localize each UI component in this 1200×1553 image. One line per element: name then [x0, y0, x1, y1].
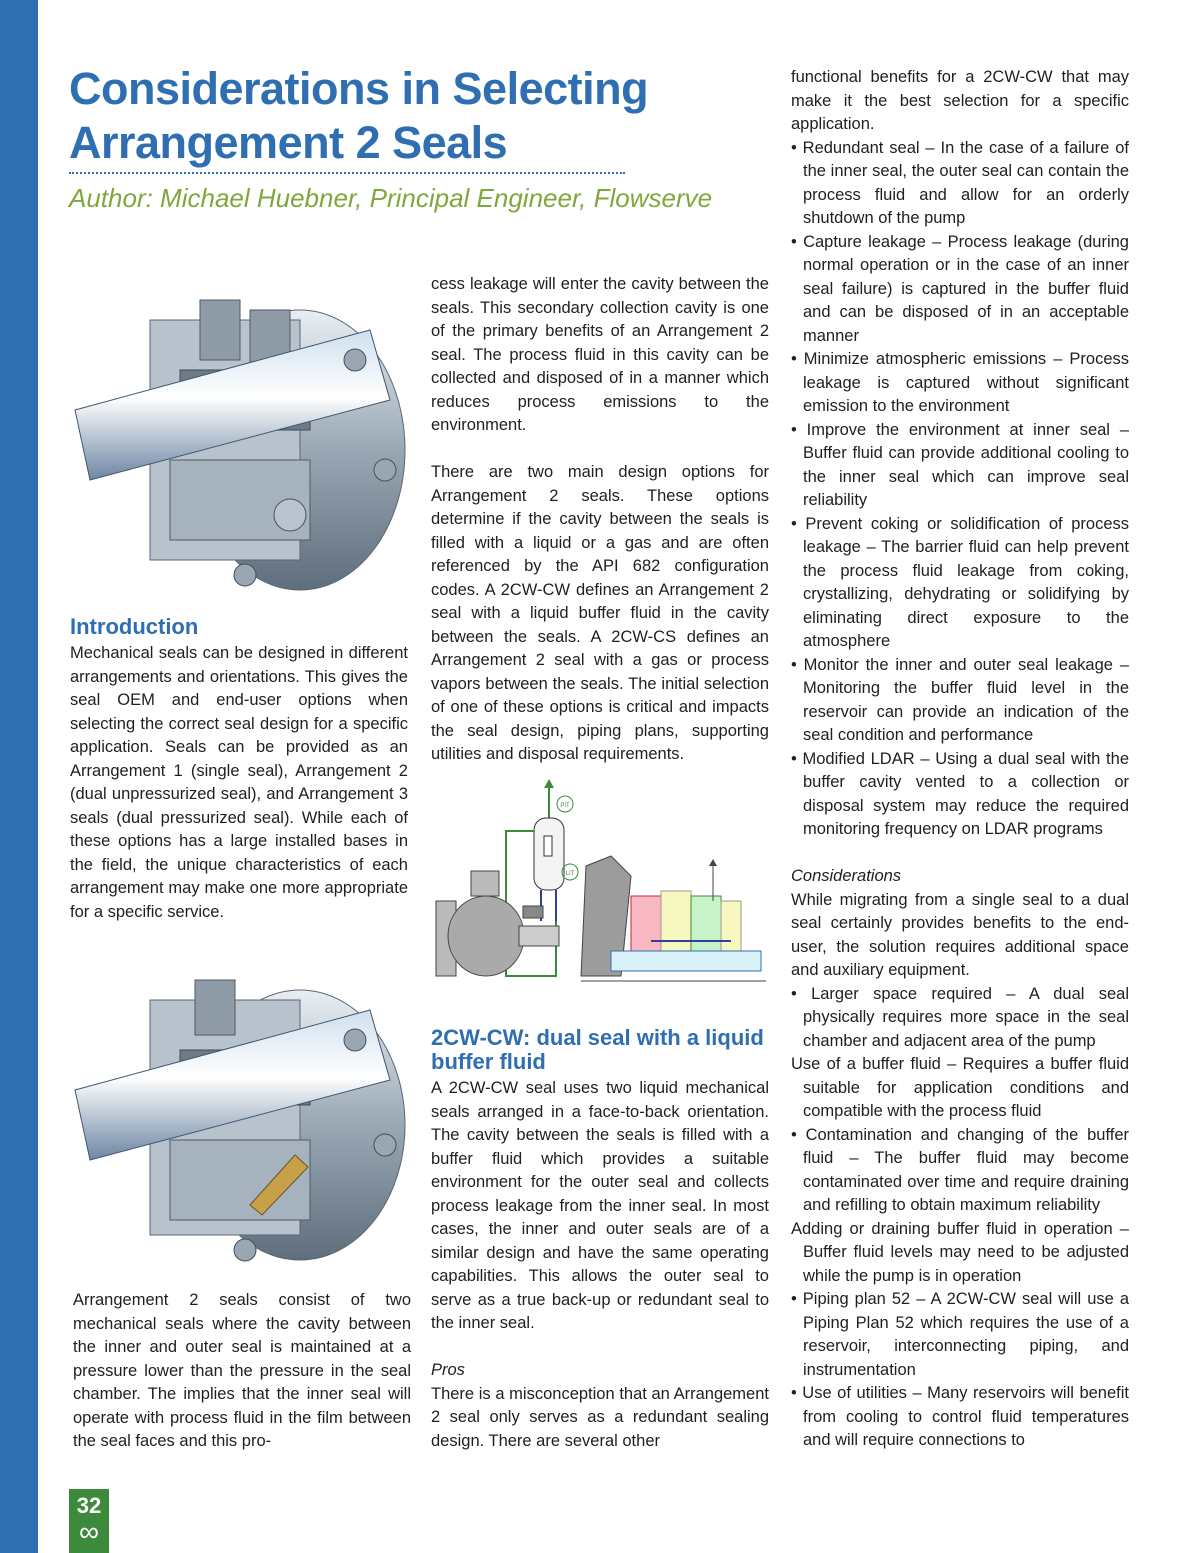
cons-bullet: • Piping plan 52 – A 2CW-CW seal will use a Piping Plan 52 which requires the use of a reservoir, interconnecting piping, and instrumentation — [791, 1290, 1129, 1379]
pros-bullet: • Prevent coking or solidification of process leakage – The barrier fluid can help prevent the process fluid leakage from coking, crystallizing, dehydrating or solidifying by eliminating direct exposure to the atmosphere — [791, 514, 1129, 650]
side-color-bar — [0, 0, 38, 1553]
cons-bullet: Adding or draining buffer fluid in operation – Buffer fluid levels may need to be adjusted while the pump is in operation — [791, 1219, 1129, 1285]
misconception-text: There is a misconception that an Arrangement 2 seal only serves as a redundant sealing design. There are several other — [431, 1384, 769, 1450]
pros-bullet: • Modified LDAR – Using a dual seal with the buffer cavity vented to a collection or disposal system may reduce the required monitoring frequency on LDAR programs — [791, 749, 1129, 838]
intro-text: Mechanical seals can be designed in different arrangements and orientations. This gives the seal OEM and end-user options when selecting the correct seal design for a specific application. Seals can be provided as an Arrangement 1 (single seal), Arrangement 2 (dual unpressurized seal), and Arrangement 3 seals (dual pressurized seal). While each of these options has a large installed bases in the field, the unique characteristics of each arrangement may make one more appropriate for a specific service. — [70, 644, 408, 921]
cons-bullet: • Use of utilities – Many reservoirs will benefit from cooling to control fluid temperatures and will require connections to — [791, 1384, 1129, 1449]
page-number: 32 — [76, 1493, 102, 1518]
piping-plan-52-diagram — [431, 776, 771, 1004]
lit-label: LIT — [565, 871, 575, 877]
pros-bullet: • Capture leakage – Process leakage (during normal operation or in the case of an inner seal failure) is captured in the buffer fluid and can be disposed of in an acceptable manner — [791, 232, 1129, 345]
pros-label: Pros — [431, 1361, 465, 1379]
seal-cutaway-figure-2 — [70, 975, 410, 1275]
arrangement-2-text: Arrangement 2 seals consist of two mechanical seals where the cavity between the inner and outer seal is maintained at a pressure lower than the pressure in the seal chamber. The implies that the inner seal will operate with process fluid in the film between the seal faces and this pro- — [73, 1291, 411, 1450]
article-title: Considerations in Selecting Arrangement 2 Seals — [69, 63, 649, 168]
pit-label: PIT — [560, 803, 570, 809]
introduction-paragraph — [70, 642, 408, 924]
considerations-label: Considerations — [791, 867, 902, 885]
pros-bullet: • Redundant seal – In the case of a failure of the inner seal, the outer seal can contain the process fluid and allow for an orderly shutdown of the pump — [791, 138, 1129, 227]
column-2-bottom — [431, 1077, 769, 1453]
functional-benefits-text: functional benefits for a 2CW-CW that may make it the best selection for a specific application. — [791, 68, 1129, 133]
title-divider — [69, 172, 625, 174]
cons-bullet: • Larger space required – A dual seal physically requires more space in the seal chamber and adjacent area of the pump — [791, 984, 1129, 1050]
pros-bullet: • Minimize atmospheric emissions – Process leakage is captured without significant emission to the environment — [791, 350, 1129, 415]
pros-bullet: • Improve the environment at inner seal – Buffer fluid can provide additional cooling to the inner seal which can improve seal reliability — [791, 420, 1129, 509]
pros-bullet: • Monitor the inner and outer seal leakage – Monitoring the buffer fluid level in the reservoir can provide an indication of the seal condition and performance — [791, 655, 1129, 744]
author-line: Author: Michael Huebner, Principal Engineer, Flowserve — [69, 183, 713, 213]
cons-bullet: • Contamination and changing of the buffer fluid – The buffer fluid may become contaminated over time and require draining and refilling to obtain maximum reliability — [791, 1125, 1129, 1214]
2cw-cw-heading: 2CW-CW: dual seal with a liquid buffer fluid — [431, 1025, 764, 1074]
column-2-top — [431, 273, 769, 767]
2cw-cw-description: A 2CW-CW seal uses two liquid mechanical seals arranged in a face-to-back orientation. The cavity between the seals is filled with a buffer fluid which provides a suitable environment for the outer seal and collects process leakage from the inner seal. In most cases, the inner and outer seals are of a similar design and have the same operating capabilities. This allows the outer seal to serve as a true back-up or redundant seal to the inner seal. — [431, 1079, 769, 1332]
seal-cutaway-figure-1 — [70, 290, 410, 606]
arrangement-2-paragraph — [73, 1289, 411, 1454]
page-number-badge — [69, 1489, 109, 1553]
cons-bullet: Use of a buffer fluid – Requires a buffer fluid suitable for application conditions and compatible with the process fluid — [791, 1055, 1129, 1120]
introduction-heading: Introduction — [70, 614, 199, 639]
design-options-text: There are two main design options for Arrangement 2 seals. These options determine if the cavity between the seals is filled with a liquid or a gas and are often referenced by the API 682 configuration codes. A 2CW-CW defines an Arrangement 2 seal with a liquid buffer fluid in the cavity between the seals. A 2CW-CS defines an Arrangement 2 seal with a gas or process vapors between the seals. The initial selection of one of these options is critical and impacts the seal design, piping plans, supporting utilities and disposal requirements. — [431, 463, 769, 763]
column-3 — [791, 66, 1129, 1453]
infinity-icon: ∞ — [79, 1516, 99, 1547]
collection-cavity-text: cess leakage will enter the cavity between the seals. This secondary collection cavity is one of the primary benefits of an Arrangement 2 seal. The process fluid in this cavity can be collected and disposed of in a manner which reduces process emissions to the environment. — [431, 275, 769, 434]
considerations-text: While migrating from a single seal to a dual seal certainly provides benefits to the end-user, the solution requires additional space and auxiliary equipment. — [791, 890, 1129, 979]
